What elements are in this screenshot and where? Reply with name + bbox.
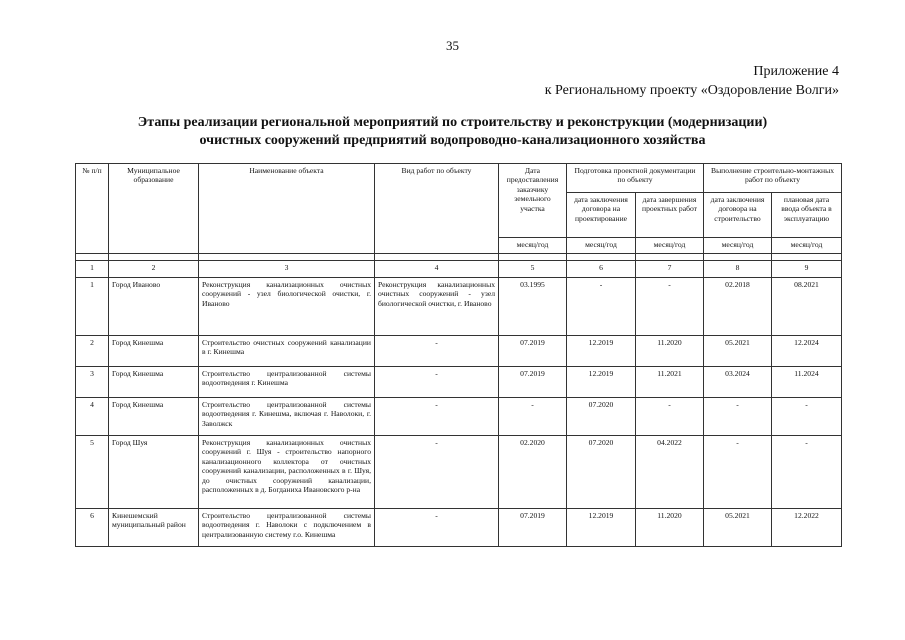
table-row [76,336,842,367]
cell-num: 2 [76,336,109,367]
header-num: № п/п [76,164,109,254]
cell-design-contract: 12.2019 [567,509,636,547]
column-number: 4 [375,261,499,278]
spacer-row [76,254,842,261]
cell-design-done: - [636,398,704,436]
cell-build-contract: - [704,436,772,509]
header-build-contract: дата заключения договора на строительство [704,193,772,238]
document-title-line-1: Этапы реализации региональной мероприятий по строительству и реконструкции (модернизации) [137,115,768,130]
unit-cell: месяц/год [499,238,567,254]
cell-design-contract: 12.2019 [567,336,636,367]
cell-land-date: - [499,398,567,436]
column-number: 5 [499,261,567,278]
cell-build-contract: 02.2018 [704,278,772,336]
header-land-date: Дата предоставления заказчику земельного участка [499,164,567,238]
header-design-contract: дата заключения договора на проектирование [567,193,636,238]
cell-num: 3 [76,367,109,398]
cell-design-done: 04.2022 [636,436,704,509]
cell-commission: 11.2024 [772,367,842,398]
cell-work: - [375,398,499,436]
cell-commission: 08.2021 [772,278,842,336]
cell-work: Реконструкция канализационных очистных сооружений - узел биологической очистки, г. Иваново [375,278,499,336]
cell-build-contract: 03.2024 [704,367,772,398]
cell-object: Реконструкция канализационных очистных сооружений - узел биологической очистки, г. Иваново [199,278,375,336]
header-work-type: Вид работ по объекту [375,164,499,254]
page-number: 35 [446,38,459,53]
column-number: 3 [199,261,375,278]
header-commission: плановая дата ввода объекта в эксплуатацию [772,193,842,238]
unit-cell: месяц/год [772,238,842,254]
cell-design-contract: 07.2020 [567,398,636,436]
column-number: 8 [704,261,772,278]
cell-num: 4 [76,398,109,436]
document-title [60,114,845,150]
column-number: 1 [76,261,109,278]
cell-commission: 12.2024 [772,336,842,367]
table-row [76,367,842,398]
cell-num: 5 [76,436,109,509]
table-row [76,278,842,336]
cell-work: - [375,336,499,367]
cell-design-done: - [636,278,704,336]
cell-design-contract: - [567,278,636,336]
header-row-1 [76,164,842,193]
cell-municipality: Кинешемский муниципальный район [109,509,199,547]
cell-commission: 12.2022 [772,509,842,547]
cell-municipality: Город Кинешма [109,336,199,367]
unit-cell: месяц/год [567,238,636,254]
header-object-name: Наименование объекта [199,164,375,254]
header-design-done: дата завершения проектных работ [636,193,704,238]
column-number: 6 [567,261,636,278]
cell-design-contract: 07.2020 [567,436,636,509]
cell-land-date: 02.2020 [499,436,567,509]
cell-design-contract: 12.2019 [567,367,636,398]
cell-object: Строительство централизованной системы водоотведения г. Наволоки с подключением в централизованную систему г.о. Кинешма [199,509,375,547]
cell-municipality: Город Кинешма [109,398,199,436]
cell-design-done: 11.2021 [636,367,704,398]
column-number: 2 [109,261,199,278]
cell-land-date: 07.2019 [499,367,567,398]
cell-build-contract: - [704,398,772,436]
cell-commission: - [772,436,842,509]
cell-build-contract: 05.2021 [704,336,772,367]
cell-design-done: 11.2020 [636,336,704,367]
cell-land-date: 03.1995 [499,278,567,336]
appendix-line-1: Приложение 4 [753,64,839,79]
cell-land-date: 07.2019 [499,509,567,547]
cell-land-date: 07.2019 [499,336,567,367]
cell-object: Строительство централизованной системы водоотведения г. Кинешма, включая г. Наволоки, г. Заволжск [199,398,375,436]
cell-municipality: Город Иваново [109,278,199,336]
cell-commission: - [772,398,842,436]
stages-table [75,163,842,547]
cell-num: 6 [76,509,109,547]
column-number-row [76,261,842,278]
column-number: 9 [772,261,842,278]
unit-cell: месяц/год [636,238,704,254]
cell-num: 1 [76,278,109,336]
header-design-group: Подготовка проектной документации по объекту [567,164,704,193]
cell-work: - [375,436,499,509]
document-title-line-2: очистных сооружений предприятий водопроводно-канализационного хозяйства [199,133,706,148]
appendix-line-2: к Региональному проекту «Оздоровление Волги» [544,83,839,98]
cell-work: - [375,509,499,547]
cell-build-contract: 05.2021 [704,509,772,547]
cell-work: - [375,367,499,398]
cell-object: Строительство централизованной системы водоотведения г. Кинешма [199,367,375,398]
appendix-caption [545,62,839,100]
unit-cell: месяц/год [704,238,772,254]
cell-municipality: Город Шуя [109,436,199,509]
cell-object: Реконструкция канализационных очистных сооружений г. Шуя - строительство напорного канализационного коллектора от очистных сооружений канализации, расположенных в г. Шуя, до очистных сооружений канализации, расположенных в д. Богданиха Ивановского р-на [199,436,375,509]
cell-object: Строительство очистных сооружений канализации в г. Кинешма [199,336,375,367]
column-number: 7 [636,261,704,278]
header-build-group: Выполнение строительно-монтажных работ по объекту [704,164,842,193]
table-row [76,509,842,547]
cell-design-done: 11.2020 [636,509,704,547]
table-row [76,398,842,436]
table-row [76,436,842,509]
header-municipality: Муниципальное образование [109,164,199,254]
cell-municipality: Город Кинешма [109,367,199,398]
